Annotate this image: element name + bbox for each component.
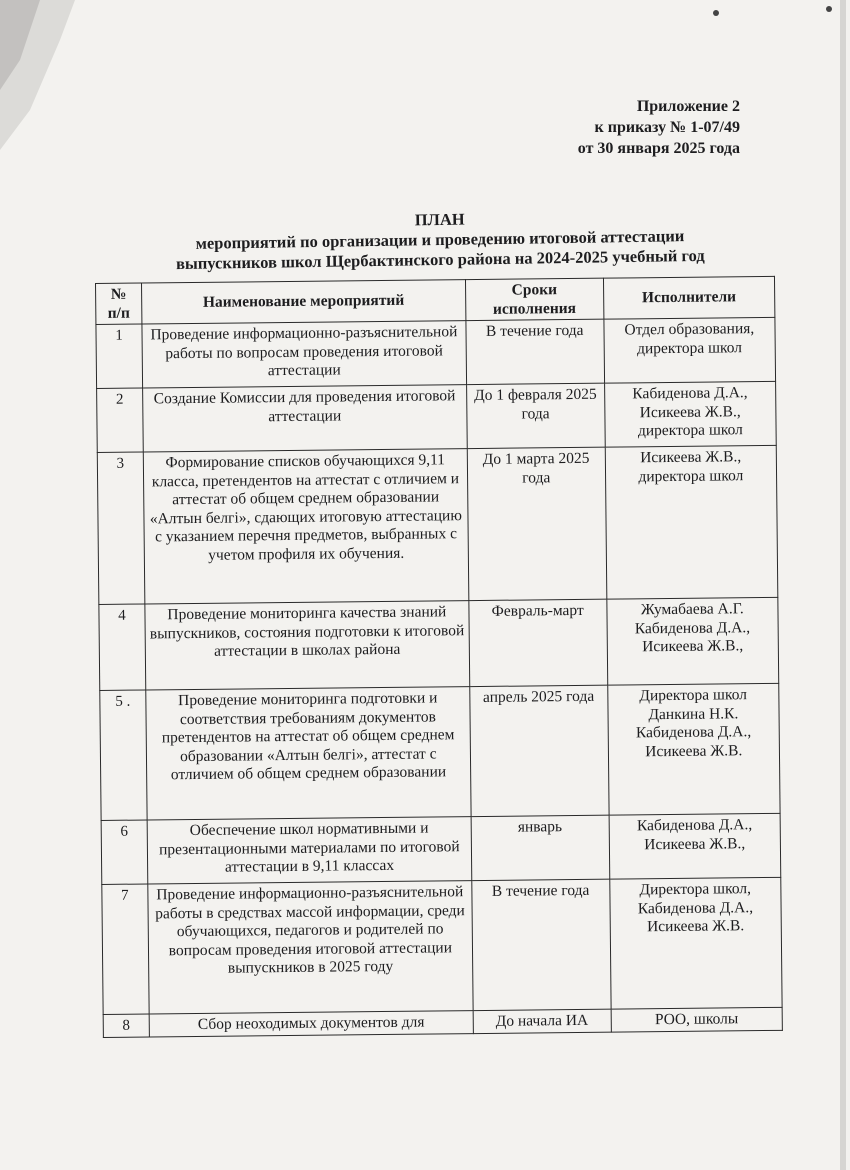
header-num xyxy=(96,283,142,324)
table-row xyxy=(97,381,777,452)
row-name: Формирование списков обучающихся 9,11 класса, претендентов на аттестат с отличием и аттестат об общем среднем образовании «Алтын белгі», сдающих итоговую аттестацию с указанием перечня предметов, выбранных с учетом профиля их обучения. xyxy=(143,449,468,604)
row-num: 3 xyxy=(97,452,145,604)
table-row xyxy=(101,813,781,884)
punch-dot xyxy=(713,10,719,16)
row-date: апрель 2025 года xyxy=(470,685,609,816)
row-num: 6 xyxy=(101,820,148,884)
row-num: 2 xyxy=(97,388,144,452)
row-name: Проведение информационно-разъяснительной работы по вопросам проведения итоговой аттестации xyxy=(142,321,466,388)
row-name: Создание Комиссии для проведения итоговой аттестации xyxy=(143,385,467,452)
row-date: Февраль-март xyxy=(469,599,608,686)
row-name: Проведение мониторинга качества знаний выпускников, состояния подготовки к итоговой аттестации в школах района xyxy=(145,601,470,690)
row-date: В течение года xyxy=(472,879,611,1010)
row-name: Обеспечение школ нормативными и презентационными материалами по итоговой аттестации в 9,11 классах xyxy=(147,817,471,884)
row-date: До 1 марта 2025 года xyxy=(467,447,606,600)
row-exec: Директора школ, Кабиденова Д.А., Исикеева Ж.В. xyxy=(609,877,782,1009)
header-date xyxy=(465,278,603,320)
row-exec: Кабиденова Д.А., Исикеева Ж.В., xyxy=(609,813,781,879)
header-num-line-2: п/п xyxy=(107,304,130,322)
title-line-3: выпускников школ Щербактинского района на 2024-2025 учебный год xyxy=(175,245,705,274)
plan-table xyxy=(95,276,783,1038)
annex-line-2: к приказу № 1-07/49 xyxy=(594,119,740,136)
row-num: 1 xyxy=(96,324,143,388)
annex-line-1: Приложение 2 xyxy=(636,98,740,115)
punch-dot xyxy=(826,6,832,12)
header-date-line-1: Сроки xyxy=(511,281,558,299)
row-num: 8 xyxy=(103,1014,149,1037)
row-exec: Кабиденова Д.А., Исикеева Ж.В., директора школ xyxy=(604,381,776,447)
row-exec: Директора школ Данкина Н.К. Кабиденова Д.А., Исикеева Ж.В. xyxy=(607,683,780,815)
table-row xyxy=(97,445,778,604)
row-num: 4 xyxy=(99,604,146,690)
row-date: январь xyxy=(471,815,610,880)
table-row xyxy=(100,683,780,820)
row-date: В течение года xyxy=(466,319,605,384)
row-exec: Жумабаева А.Г. Кабиденова Д.А., Исикеева Ж.В., xyxy=(606,597,778,685)
row-name: Проведение мониторинга подготовки и соответствия требованиям документов претендентов на аттестат об общем среднем образовании «Алтын белгі», аттестат с отличием об общем среднем образовании xyxy=(146,687,471,820)
header-num-line-1: № xyxy=(110,285,127,303)
annex-header xyxy=(578,96,740,159)
row-date: До 1 февраля 2025 года xyxy=(466,383,605,448)
row-num: 7 xyxy=(102,884,149,1014)
row-exec: Исикеева Ж.В., директора школ xyxy=(605,445,778,599)
table-row xyxy=(99,597,779,690)
row-name: Проведение информационно-разъяснительной работы в средствах массой информации, среди обучающихся, педагогов и родителей по вопросам проведения итоговой аттестации выпускников в 2025 году xyxy=(148,881,473,1014)
header-name: Наименование мероприятий xyxy=(141,280,465,324)
header-exec: Исполнители xyxy=(603,276,775,319)
title-line-2: мероприятий по организации и проведению итоговой аттестации xyxy=(195,226,685,253)
row-exec: Отдел образования, директора школ xyxy=(604,317,776,383)
row-name: Сбор неоходимых документов для xyxy=(149,1011,473,1037)
title-line-1: ПЛАН xyxy=(414,209,465,230)
table-row xyxy=(102,877,782,1014)
header-date-line-2: исполнения xyxy=(492,299,577,318)
row-date: До начала ИА xyxy=(473,1009,611,1033)
document-title xyxy=(100,205,781,276)
table-row xyxy=(96,317,776,388)
table-header-row xyxy=(96,276,775,324)
annex-line-3: от 30 января 2025 года xyxy=(577,140,740,157)
row-exec: РОО, школы xyxy=(611,1007,783,1031)
row-num: 5 . xyxy=(100,690,147,820)
